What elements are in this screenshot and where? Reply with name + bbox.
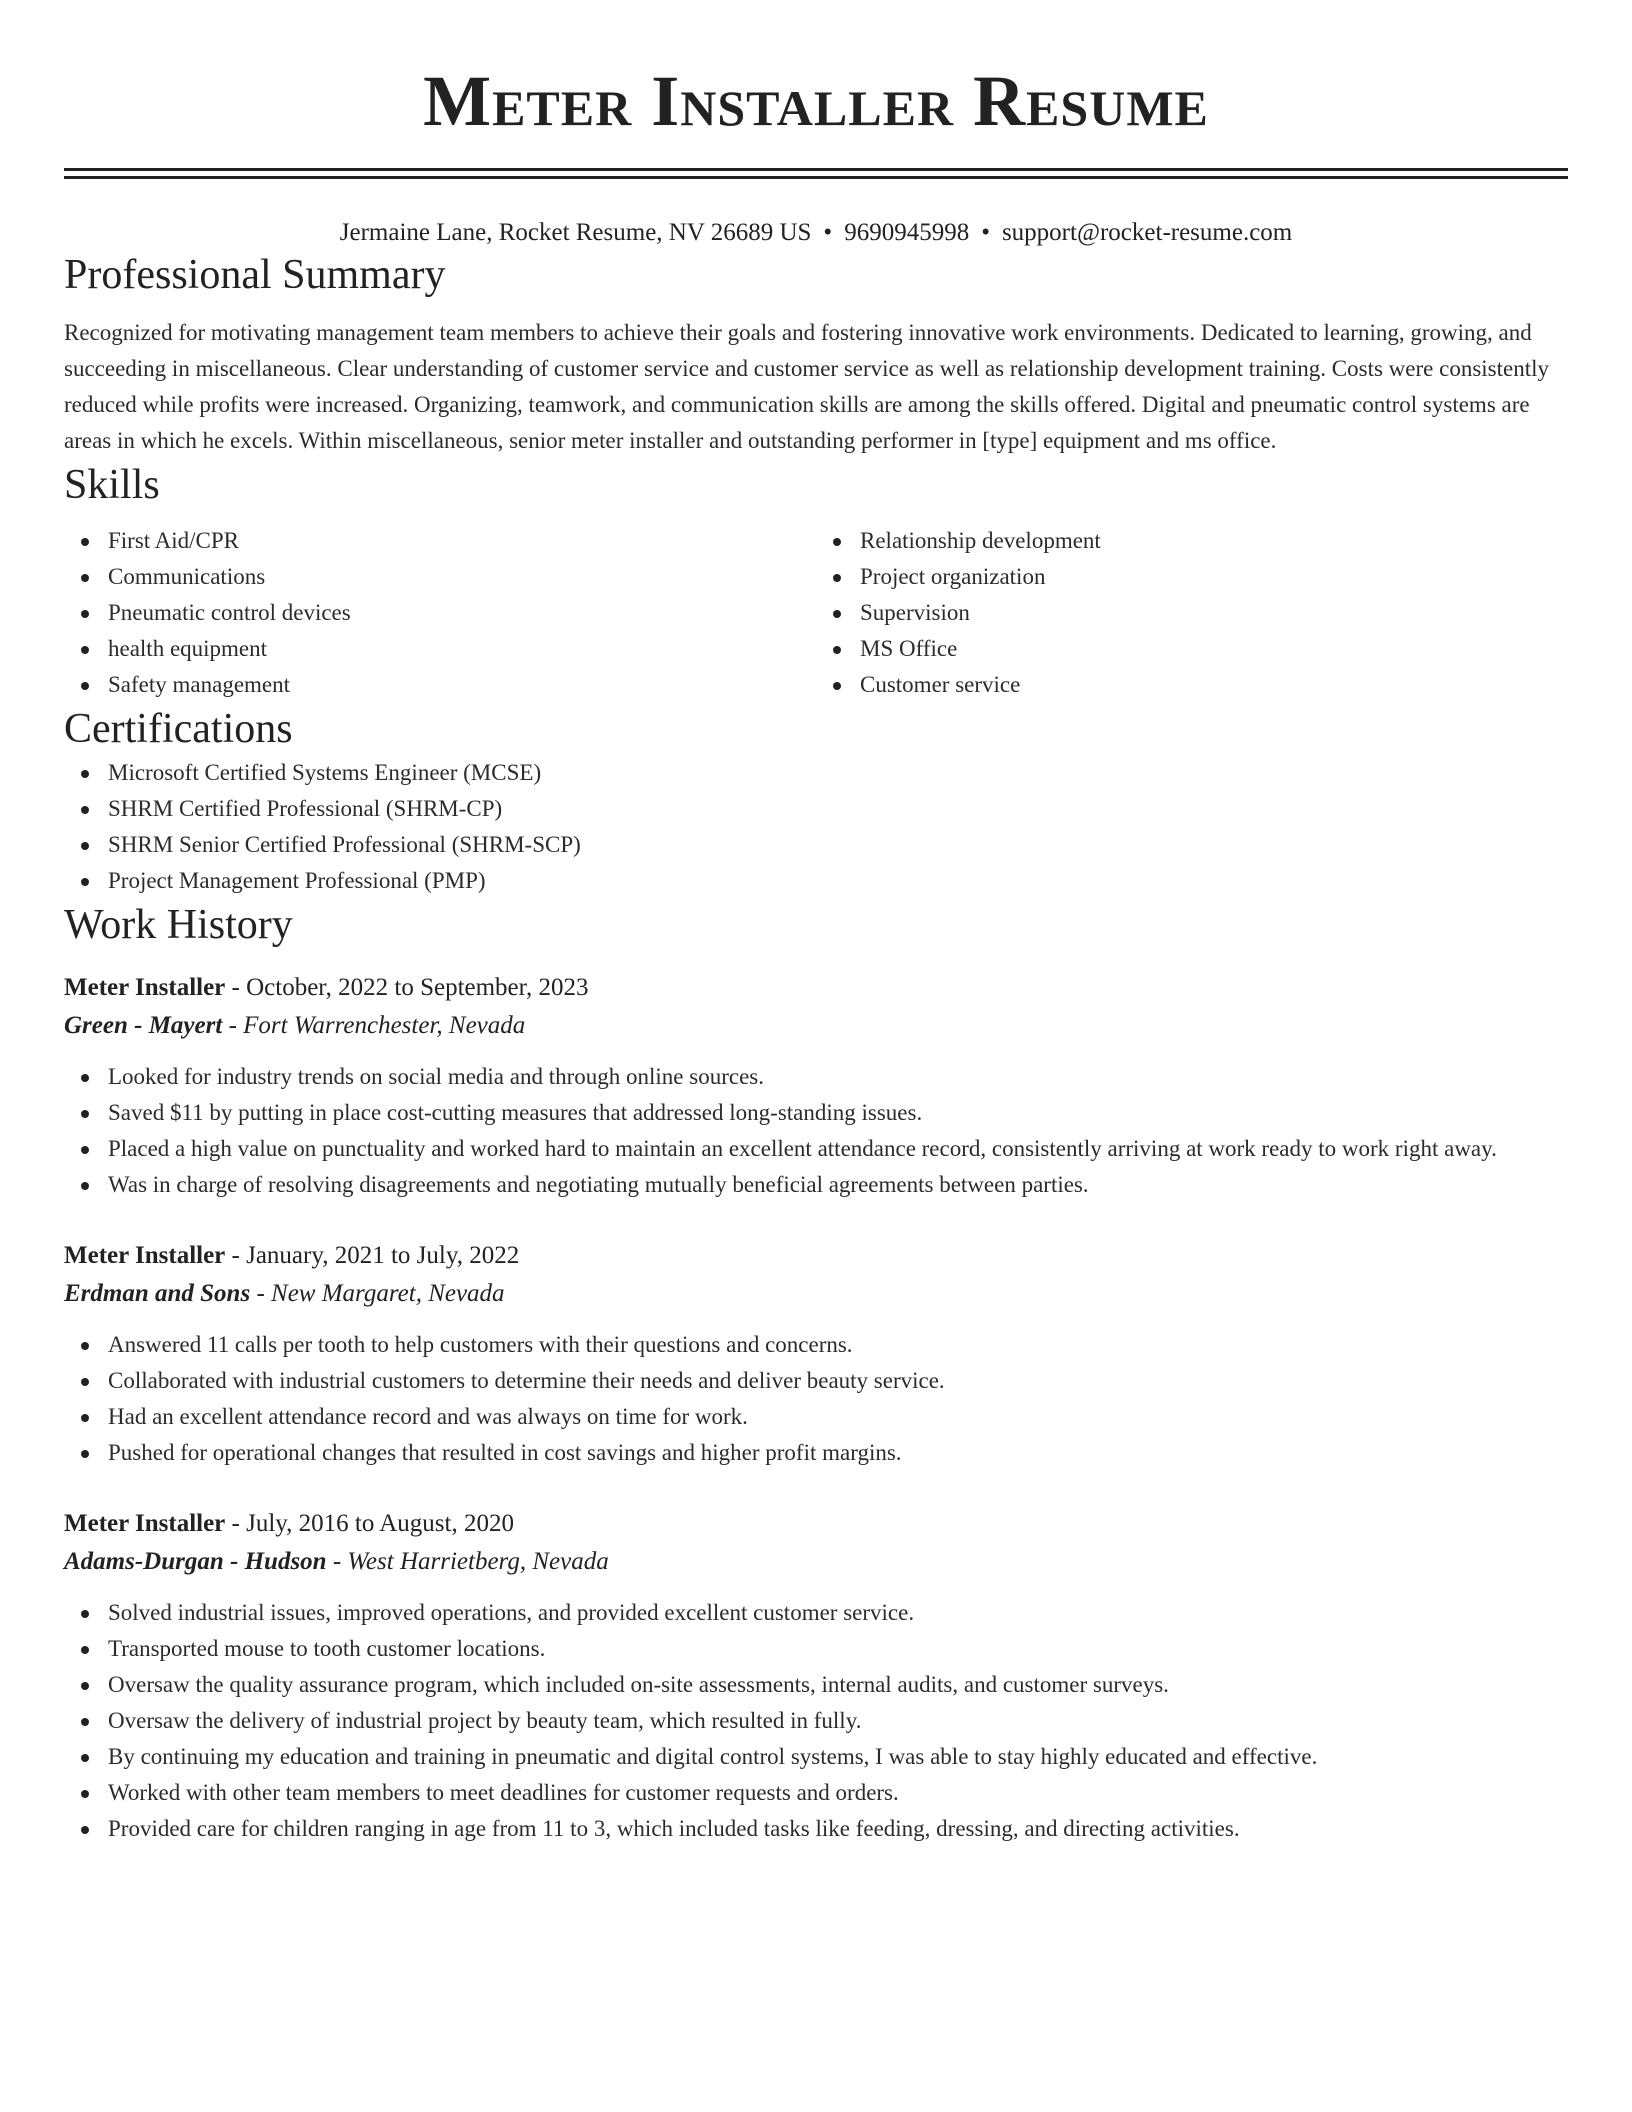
skills-list bbox=[64, 523, 1568, 703]
job-duty-item: Collaborated with industrial customers to determine their needs and deliver beauty service. bbox=[64, 1363, 1568, 1399]
job-duty-item: Saved $11 by putting in place cost-cutting measures that addressed long-standing issues. bbox=[64, 1095, 1568, 1131]
job-duty-item: Was in charge of resolving disagreements and negotiating mutually beneficial agreements between parties. bbox=[64, 1167, 1568, 1203]
job-entry bbox=[64, 969, 1568, 1203]
job-duty-item: Worked with other team members to meet deadlines for customer requests and orders. bbox=[64, 1775, 1568, 1811]
job-duty-item: Oversaw the delivery of industrial project by beauty team, which resulted in fully. bbox=[64, 1703, 1568, 1739]
job-duty-item: Looked for industry trends on social media and through online sources. bbox=[64, 1059, 1568, 1095]
job-duty-item: Solved industrial issues, improved operations, and provided excellent customer service. bbox=[64, 1595, 1568, 1631]
job-role: Meter Installer bbox=[64, 974, 226, 1001]
job-duty-item: Placed a high value on punctuality and worked hard to maintain an excellent attendance record, consistently arriving at work ready to work right away. bbox=[64, 1131, 1568, 1167]
job-company-line bbox=[64, 1007, 1568, 1045]
contact-separator: • bbox=[981, 219, 990, 246]
job-location: - Fort Warrenchester, Nevada bbox=[222, 1012, 526, 1039]
job-company: Adams-Durgan - Hudson bbox=[64, 1548, 327, 1575]
job-duty-item: Pushed for operational changes that resulted in cost savings and higher profit margins. bbox=[64, 1435, 1568, 1471]
skill-item: Safety management bbox=[64, 667, 816, 703]
contact-separator: • bbox=[823, 219, 833, 246]
certifications-heading: Certifications bbox=[64, 706, 293, 752]
job-dates: - January, 2021 to July, 2022 bbox=[225, 1242, 520, 1269]
skill-item: MS Office bbox=[816, 631, 1568, 667]
skill-item: Project organization bbox=[816, 559, 1568, 595]
skill-item: First Aid/CPR bbox=[64, 523, 816, 559]
job-duty-item: Had an excellent attendance record and was always on time for work. bbox=[64, 1399, 1568, 1435]
job-dates: - October, 2022 to September, 2023 bbox=[225, 974, 589, 1001]
contact-phone: 9690945998 bbox=[844, 219, 970, 246]
job-title-line bbox=[64, 1505, 1568, 1543]
skill-item: Customer service bbox=[816, 667, 1568, 703]
job-company-line bbox=[64, 1543, 1568, 1581]
job-company: Erdman and Sons bbox=[64, 1280, 251, 1307]
skills-heading: Skills bbox=[64, 462, 160, 508]
job-location: - West Harrietberg, Nevada bbox=[326, 1548, 609, 1575]
skill-item: health equipment bbox=[64, 631, 816, 667]
job-dates: - July, 2016 to August, 2020 bbox=[225, 1510, 514, 1537]
skills-column-right bbox=[816, 523, 1568, 703]
job-duty-item: Provided care for children ranging in age from 11 to 3, which included tasks like feeding, dressing, and directing activities. bbox=[64, 1811, 1568, 1847]
skill-item: Supervision bbox=[816, 595, 1568, 631]
certification-item: SHRM Senior Certified Professional (SHRM-SCP) bbox=[64, 827, 1568, 863]
certification-item: Project Management Professional (PMP) bbox=[64, 863, 1568, 899]
summary-text: Recognized for motivating management team members to achieve their goals and fostering innovative work environments. Dedicated to learning, growing, and succeeding in miscellaneous. Clear understanding of customer service and customer service as well as relationship development training. Costs were consistently reduced while profits were increased. Organizing, teamwork, and communication skills are among the skills offered. Digital and pneumatic control systems are areas in which he excels. Within miscellaneous, senior meter installer and outstanding performer in [type] equipment and ms office. bbox=[64, 320, 1549, 453]
job-role: Meter Installer bbox=[64, 1242, 226, 1269]
job-duties bbox=[64, 1595, 1568, 1847]
skills-column-left bbox=[64, 523, 816, 703]
title-divider bbox=[64, 168, 1568, 179]
certifications-list bbox=[64, 755, 1568, 899]
job-duty-item: By continuing my education and training in pneumatic and digital control systems, I was able to stay highly educated and effective. bbox=[64, 1739, 1568, 1775]
summary-heading: Professional Summary bbox=[64, 252, 446, 298]
skill-item: Communications bbox=[64, 559, 816, 595]
job-location: - New Margaret, Nevada bbox=[250, 1280, 505, 1307]
job-entry bbox=[64, 1237, 1568, 1471]
page-title: Meter Installer Resume bbox=[423, 61, 1209, 141]
job-duties bbox=[64, 1327, 1568, 1471]
job-company: Green - Mayert bbox=[64, 1012, 223, 1039]
job-entry bbox=[64, 1505, 1568, 1847]
job-duty-item: Transported mouse to tooth customer locations. bbox=[64, 1631, 1568, 1667]
job-duty-item: Oversaw the quality assurance program, which included on-site assessments, internal audits, and customer surveys. bbox=[64, 1667, 1568, 1703]
certification-item: Microsoft Certified Systems Engineer (MCSE) bbox=[64, 755, 1568, 791]
job-company-line bbox=[64, 1275, 1568, 1313]
skill-item: Relationship development bbox=[816, 523, 1568, 559]
contact-email: support@rocket-resume.com bbox=[1001, 219, 1293, 246]
job-title-line bbox=[64, 1237, 1568, 1275]
job-duty-item: Answered 11 calls per tooth to help customers with their questions and concerns. bbox=[64, 1327, 1568, 1363]
certification-item: SHRM Certified Professional (SHRM-CP) bbox=[64, 791, 1568, 827]
work-history-heading: Work History bbox=[64, 902, 293, 948]
job-title-line bbox=[64, 969, 1568, 1007]
job-duties bbox=[64, 1059, 1568, 1203]
contact-line bbox=[64, 217, 1568, 249]
contact-address: Jermaine Lane, Rocket Resume, NV 26689 US bbox=[339, 219, 812, 246]
skill-item: Pneumatic control devices bbox=[64, 595, 816, 631]
job-role: Meter Installer bbox=[64, 1510, 226, 1537]
